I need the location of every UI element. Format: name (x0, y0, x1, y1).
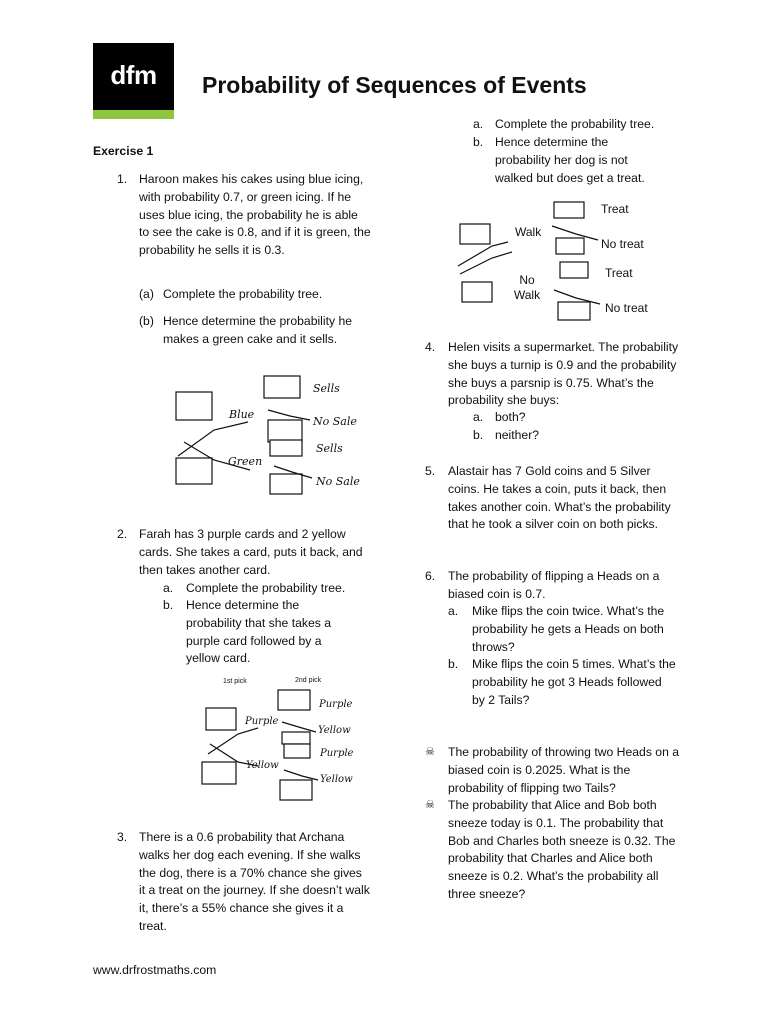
q6-part-a-label: a. (448, 604, 459, 618)
q1-blank-box[interactable] (176, 392, 212, 420)
q2-blank-box[interactable] (284, 744, 310, 758)
q3-branch-no-treat: No treat (605, 301, 648, 315)
q1-number: 1. (117, 172, 128, 186)
q2-number: 2. (117, 527, 128, 541)
q2-part-b-label: b. (163, 598, 174, 612)
q3-branch-no-treat: No treat (601, 237, 644, 251)
q2-branch-purple: Purple (319, 699, 353, 710)
q3-part-b-label: b. (473, 135, 484, 149)
q2-branch-yellow: Yellow (246, 760, 279, 771)
q3-branch-treat: Treat (601, 202, 629, 216)
extension-question: The probability of throwing two Heads on a biased coin is 0.2025. What is the probability of flipping two Tails? (448, 745, 680, 795)
q3-blank-box[interactable] (560, 262, 588, 278)
q4-part-a-label: a. (473, 410, 484, 424)
q1-branch-blue: Blue (229, 408, 255, 421)
q2-blank-box[interactable] (280, 780, 312, 800)
footer-url[interactable]: www.drfrostmaths.com (93, 963, 217, 977)
q2-blank-box[interactable] (206, 708, 236, 730)
q2-branch-purple: Purple (320, 748, 354, 759)
q2-blank-box[interactable] (202, 762, 236, 784)
q1-part-a-text: Complete the probability tree. (163, 287, 323, 301)
q3-branch-walk: Walk (515, 225, 542, 239)
q1-blank-box[interactable] (268, 420, 302, 442)
q1-blank-box[interactable] (264, 376, 300, 398)
q3-blank-box[interactable] (462, 282, 492, 302)
q1-text: Haroon makes his cakes using blue icing, with probability 0.7, or green icing. If he uses blue icing, the probability he is able to see the cake is 0.8, and if it is green, the probability he sells it is 0.3. (139, 172, 371, 258)
q2-branch-yellow: Yellow (320, 774, 353, 785)
q6-part-b-text: Mike flips the coin 5 times. What’s the probability he got 3 Heads followed by 2 Tails? (472, 657, 676, 707)
q5-number: 5. (425, 464, 436, 478)
q1-branch-sells: Sells (316, 442, 343, 455)
q4-text: Helen visits a supermarket. The probability she buys a turnip is 0.9 and the probability she buys a parsnip is 0.75. What’s the probability she buys: (448, 340, 679, 408)
q6-part-b-label: b. (448, 657, 459, 671)
q1-branch-no-sale: No Sale (316, 475, 360, 488)
q2-header-second-pick: 2nd pick (295, 677, 322, 684)
q3-blank-box[interactable] (460, 224, 490, 244)
logo-accent-bar (93, 110, 174, 119)
q4-number: 4. (425, 340, 436, 354)
q3-blank-box[interactable] (558, 302, 590, 320)
q3-blank-box[interactable] (554, 202, 584, 218)
q1-part-b-label: (b) (139, 314, 154, 328)
extension-question: The probability that Alice and Bob both sneeze today is 0.1. The probability that Bob and Charles both sneeze is 0.32. The probability that Charles and Alice both sneeze is 0.2. What’s the probability all three sneeze? (448, 798, 676, 901)
q3-part-a-label: a. (473, 117, 484, 131)
q2-header-first-pick: 1st pick (223, 678, 247, 685)
page-title: Probability of Sequences of Events (202, 72, 587, 98)
q5-text: Alastair has 7 Gold coins and 5 Silver coins. He takes a coin, puts it back, then takes another coin. What’s the probability that he took a silver coin on both picks. (448, 464, 671, 532)
q1-branch-green: Green (228, 455, 263, 468)
q1-branch-sells: Sells (313, 382, 340, 395)
q1-part-b-text: Hence determine the probability he makes a green cake and it sells. (163, 314, 353, 346)
q2-blank-box[interactable] (282, 732, 310, 744)
skull-icon: ☠ (425, 799, 435, 811)
q3-branch-no-walk: No Walk (513, 273, 541, 302)
q2-part-b-text: Hence determine the probability that she takes a purple card followed by a yellow card. (186, 598, 331, 666)
q4-part-a-text: both? (495, 410, 526, 424)
q3-number: 3. (117, 830, 128, 844)
q3-probability-tree (452, 196, 612, 326)
q6-number: 6. (425, 569, 436, 583)
q3-blank-box[interactable] (556, 238, 584, 254)
q2-blank-box[interactable] (278, 690, 310, 710)
q3-part-b-text: Hence determine the probability her dog is not walked but does get a treat. (495, 135, 645, 185)
q4-part-b-text: neither? (495, 428, 540, 442)
q2-branch-yellow: Yellow (318, 725, 351, 736)
q1-blank-box[interactable] (270, 440, 302, 456)
q3-part-a-text: Complete the probability tree. (495, 117, 655, 131)
q2-probability-tree (198, 686, 328, 806)
q1-part-a-label: (a) (139, 287, 154, 301)
q4-part-b-label: b. (473, 428, 484, 442)
q6-part-a-text: Mike flips the coin twice. What’s the probability he gets a Heads on both throws? (472, 604, 665, 654)
exercise-heading: Exercise 1 (93, 144, 154, 158)
q3-text: There is a 0.6 probability that Archana walks her dog each evening. If she walks the dog, there is a 70% chance she gives it a treat on the journey. If she doesn’t walk it, there’s a 55% chance she gives it a treat. (139, 830, 370, 933)
logo-text: dfm (110, 60, 157, 90)
q3-branch-treat: Treat (605, 266, 633, 280)
q1-blank-box[interactable] (270, 474, 302, 494)
q2-branch-purple: Purple (245, 716, 279, 727)
q2-part-a-text: Complete the probability tree. (186, 581, 346, 595)
q1-blank-box[interactable] (176, 458, 212, 484)
q1-branch-no-sale: No Sale (313, 415, 357, 428)
skull-icon: ☠ (425, 746, 435, 758)
q2-part-a-label: a. (163, 581, 174, 595)
q2-text: Farah has 3 purple cards and 2 yellow cards. She takes a card, puts it back, and then takes another card. (139, 527, 363, 577)
q6-text: The probability of flipping a Heads on a biased coin is 0.7. (448, 569, 660, 601)
